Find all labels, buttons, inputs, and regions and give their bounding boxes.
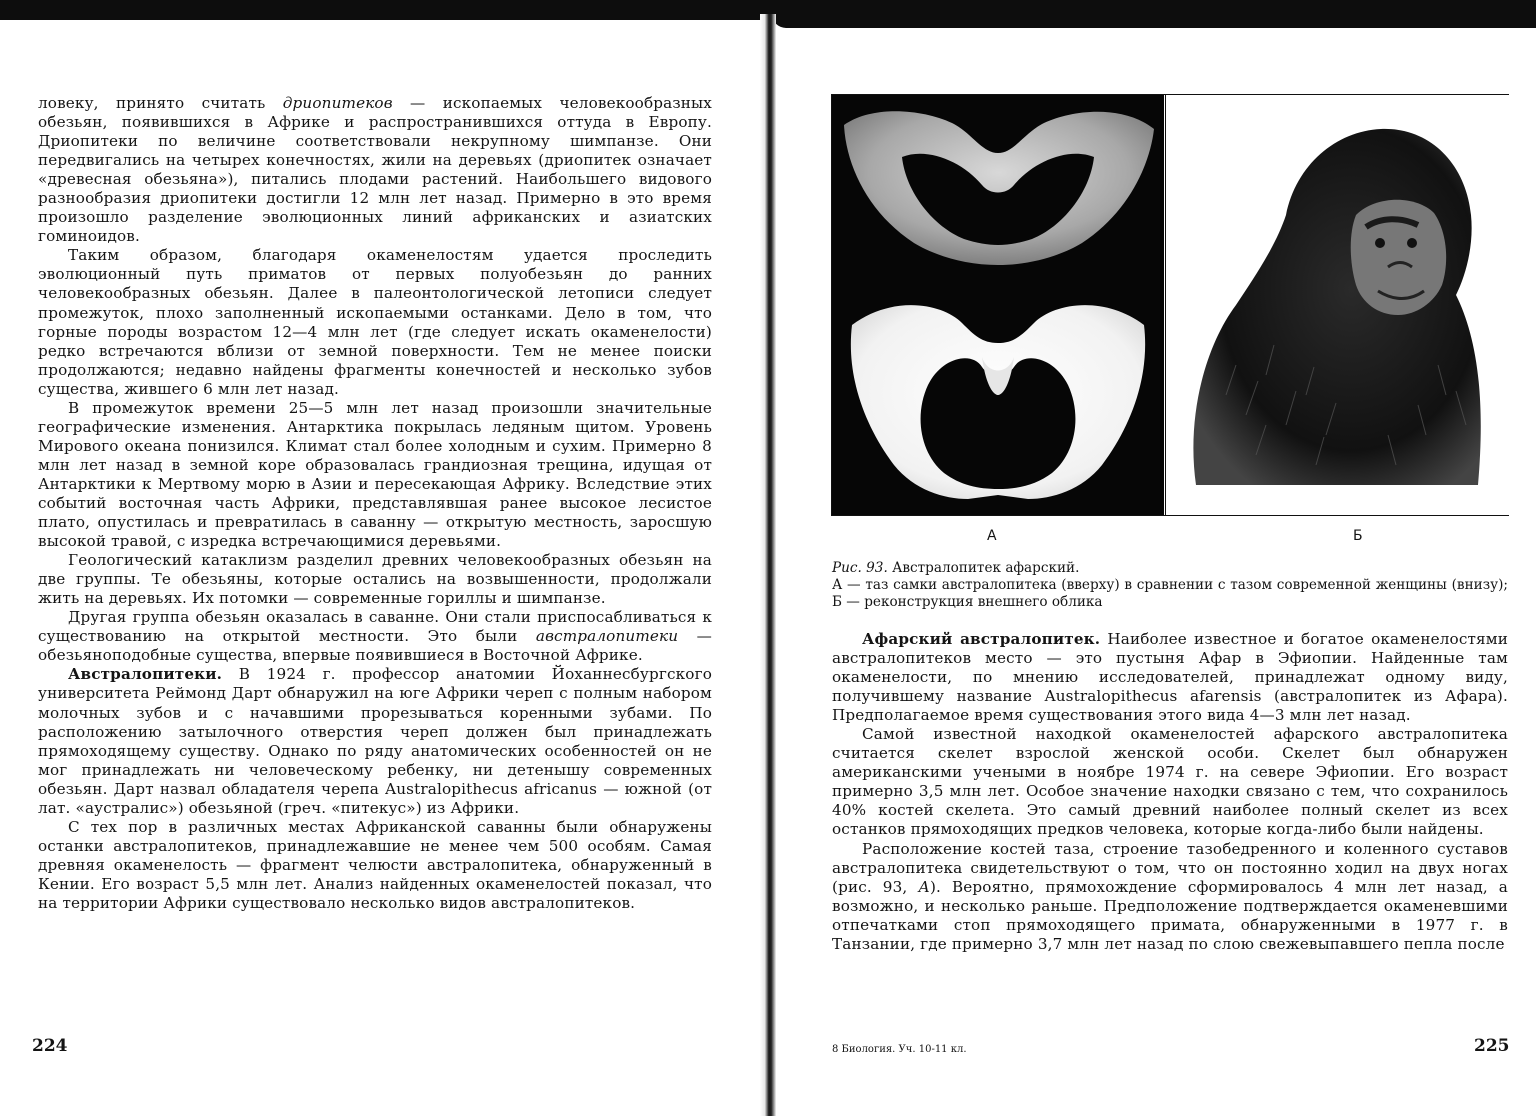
- caption-description: А — таз самки австралопитека (вверху) в сравнении с тазом современной женщины (внизу); Б — реконструкция внешнего облика: [832, 577, 1508, 610]
- paragraph-text: В 1924 г. профессор анатомии Йоханнесбургского университета Реймонд Дарт обнаружил на юге Африки череп с полным набором молочных зубов и с начавшими прорезываться коренными зубами. По расположению затылочного отверстия череп должен был принадлежать прямоходящему существу. Однако по ряду анатомических особенностей он не мог принадлежать ни человеческому ребенку, ни детенышу современных обезьян. Дарт назвал обладателя черепа Australopithecus africanus — южной (от лат. «аустралис») обезьяной (греч. «питекус») из Африки.: [38, 665, 712, 817]
- paragraph: [832, 630, 1508, 725]
- paragraph: [832, 725, 1508, 839]
- figure-label-a: А: [987, 528, 997, 544]
- page-number-right: 225: [1474, 1036, 1510, 1056]
- paragraph-text: Расположение костей таза, строение тазобедренного и коленного суставов австралопитека свидетельствуют о том, что он постоянно ходил на двух ногах (рис. 93,: [832, 839, 1508, 896]
- book-spine: [760, 14, 776, 1116]
- australopithecus-reconstruction-illustration: [1166, 95, 1509, 515]
- left-page-body: [38, 94, 712, 913]
- paragraph: [832, 840, 1508, 954]
- page-number-left: 224: [32, 1036, 68, 1056]
- paragraph-text: Другая группа обезьян оказалась в саванне. Они стали приспосабливаться к существованию на открытой местности. Это были: [38, 608, 712, 646]
- paragraph-text: Геологический катаклизм разделил древних человекообразных обезьян на две группы. Те обезьяны, которые остались на возвышенности, продолжали жить на деревьях. Их потомки — современные гориллы и шимпанзе.: [38, 551, 712, 608]
- paragraph-text: Наиболее известное и богатое окаменелостями австралопитеков место — это пустыня Афар в Эфиопии. Найденные там окаменелости, по мнению исследователей, принадлежат одному виду, получившему название Australopithecus afarensis (австралопитек из Афара). Предполагаемое время существования этого вида 4—3 млн лет назад.: [832, 630, 1508, 725]
- right-page-body: [832, 630, 1508, 954]
- emphasized-term: А: [918, 877, 930, 896]
- pelvis-comparison-image: [832, 95, 1164, 515]
- paragraph-heading: Австралопитеки.: [68, 665, 223, 684]
- right-page: [776, 0, 1536, 1116]
- emphasized-term: дриопитеков: [282, 94, 393, 112]
- paragraph-heading: Афарский австралопитек.: [862, 630, 1101, 648]
- left-page: [0, 0, 760, 1116]
- paragraph-text: Таким образом, благодаря окаменелостям удается проследить эволюционный путь приматов от первых полуобезьян до ранних человекообразных обезьян. Далее в палеонтологической летописи следует промежуток, плохо заполненный ископаемыми останками. Дело в том, что горные породы возрастом 12—4 млн лет (где следует искать окаменелости) редко встречаются вблизи от земной поверхности. Тем не менее поиски продолжаются; недавно найдены фрагменты конечностей и несколько зубов существа, жившего 6 млн лет назад.: [38, 246, 712, 398]
- paragraph: [38, 399, 712, 551]
- paragraph: [38, 665, 712, 817]
- caption-title-text: Австралопитек афарский.: [887, 560, 1080, 576]
- paragraph-text: ловеку, принято считать: [38, 94, 283, 112]
- paragraph: [38, 246, 712, 398]
- paragraph-text: Самой известной находкой окаменелостей афарского австралопитека считается скелет взрослой женской особи. Скелет был обнаружен американскими учеными в ноябре 1974 г. на севере Эфиопии. Его возраст примерно 3,5 млн лет. Особое значение находки связано с тем, что сохранилось 40% костей скелета. Это самый древний наиболее полный скелет из всех останков прямоходящих предков человека, которые когда-либо были найдены.: [832, 725, 1508, 839]
- paragraph-text: С тех пор в различных местах Африканской саванны были обнаружены останки австралопитеков, принадлежавшие не менее чем 500 особям. Самая древняя окаменелость — фрагмент челюсти австралопитека, обнаруженный в Кении. Его возраст 5,5 млн лет. Анализ найденных окаменелостей показал, что на территории Африки существовало несколько видов австралопитеков.: [38, 817, 712, 912]
- caption-prefix: Рис. 93.: [832, 560, 888, 576]
- figure-93: [831, 94, 1509, 516]
- pelvis-illustration: [832, 95, 1164, 515]
- figure-caption: [832, 560, 1508, 611]
- paragraph-text: ). Вероятно, прямохождение сформировалось 4 млн лет назад, а возможно, и несколько раньше. Предположение подтверждается окаменевшими отпечатками стоп прямоходящего примата, обнаруженными в 1977 г. в Танзании, где примерно 3,7 млн лет назад по слою свежевыпавшего пепла после: [832, 877, 1508, 953]
- paragraph: [38, 94, 712, 246]
- signature-footer: 8 Биология. Уч. 10-11 кл.: [832, 1044, 967, 1055]
- paragraph-text: В промежуток времени 25—5 млн лет назад произошли значительные географические изменения. Антарктика покрылась ледяным щитом. Уровень Мирового океана понизился. Климат стал более холодным и сухим. Примерно 8 млн лет назад в земной коре образовалась грандиозная трещина, идущая от Антарктики к Мертвому морю в Азии и пересекающая Африку. Вследствие этих событий восточная часть Африки, представлявшая ранее высокое лесистое плато, опустилась и превратилась в саванну — открытую местность, заросшую высокой травой, с изредка встречающимися деревьями.: [38, 398, 712, 551]
- paragraph: [38, 608, 712, 665]
- caption-title: [832, 560, 1508, 577]
- paragraph-text: — ископаемых человекообразных обезьян, появившихся в Африке и распространившихся оттуда в Европу. Дриопитеки по величине соответствовали некрупному шимпанзе. Они передвигались на четырех конечностях, жили на деревьях (дриопитек означает «древесная обезьяна»), питались плодами растений. Наибольшего видового разнообразия дриопитеки достигли 12 млн лет назад. Примерно в это время произошло разделение эволюционных линий африканских и азиатских гоминоидов.: [38, 94, 712, 246]
- paragraph: [38, 818, 712, 913]
- paragraph-text: — обезьяноподобные существа, впервые появившиеся в Восточной Африке.: [38, 627, 712, 665]
- figure-label-b: Б: [1353, 528, 1363, 544]
- paragraph: [38, 551, 712, 608]
- reconstruction-image: [1165, 95, 1509, 515]
- emphasized-term: австралопитеки: [535, 627, 679, 646]
